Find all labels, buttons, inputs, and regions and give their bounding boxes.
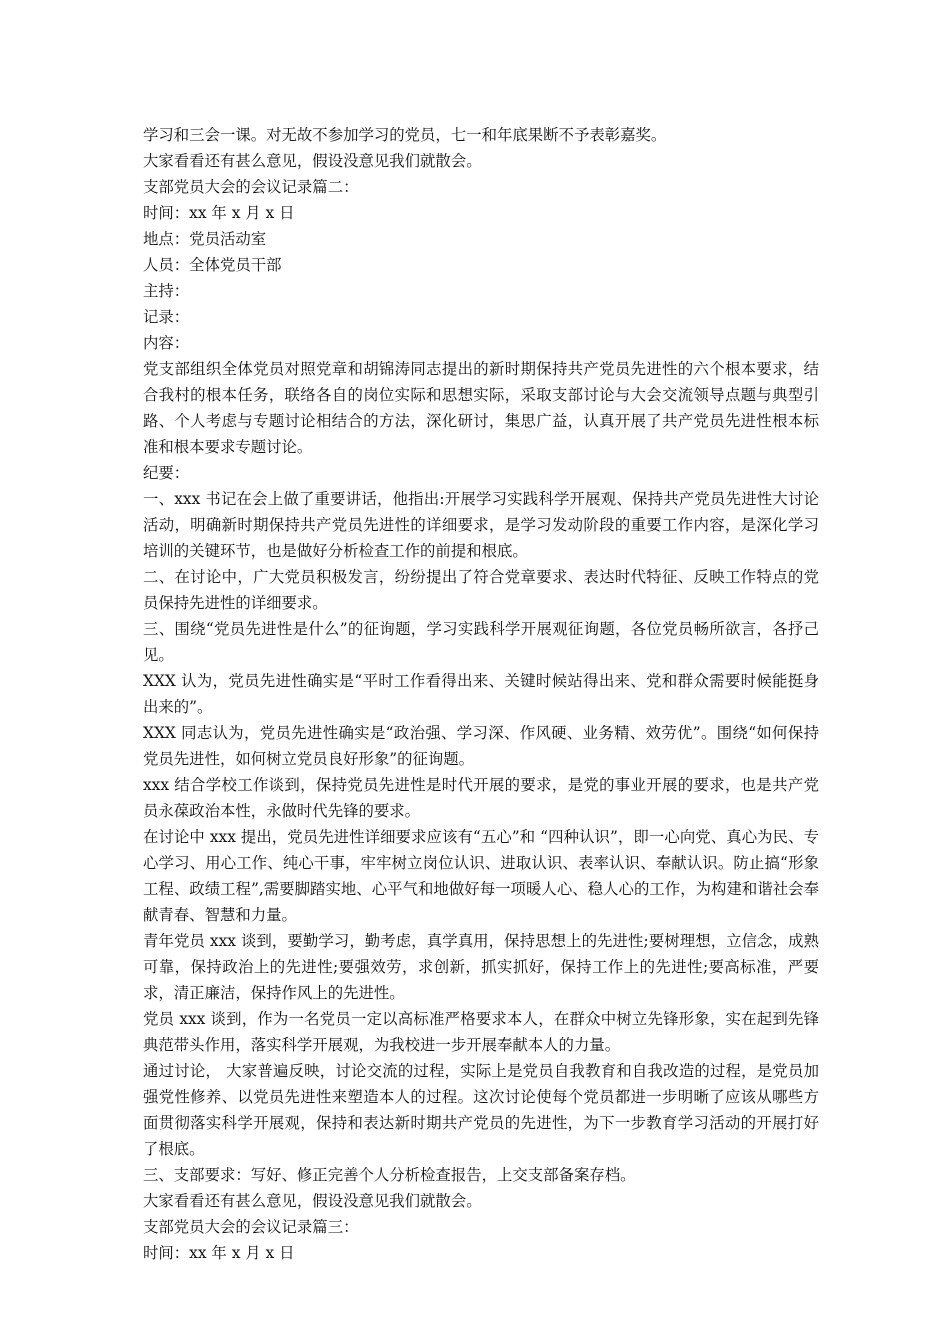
meeting-location: 地点：党员活动室 (143, 230, 267, 248)
paragraph: 一、xxx 书记在会上做了重要讲话，他指出:开展学习实践科学开展观、保持共产党员先进性大讨论活动，明确新时期保持共产党员先进性的详细要求，是学习发动阶段的重要工作内容，是深化学习培训的关键环节，也是做好分析检查工作的前提和根底。 (143, 490, 819, 560)
paragraph: 三、围绕“党员先进性是什么”的征询题，学习实践科学开展观征询题，各位党员畅所欲言，各抒己见。 (143, 620, 819, 664)
paragraph: 学习和三会一课。对无故不参加学习的党员，七一和年底果断不予表彰嘉奖。 (143, 126, 667, 144)
document-body (143, 122, 819, 1266)
paragraph: XXX 认为，党员先进性确实是“平时工作看得出来、关键时候站得出来、党和群众需要时候能挺身出来的”。 (143, 672, 819, 716)
paragraph: 党支部组织全体党员对照党章和胡锦涛同志提出的新时期保持共产党员先进性的六个根本要求，结合我村的根本任务，联络各自的岗位实际和思想实际，采取支部讨论与大会交流领导点题与典型引路、个人考虑与专题讨论相结合的方法，深化研讨，集思广益，认真开展了共产党员先进性根本标准和根本要求专题讨论。 (143, 360, 819, 456)
meeting-time: 时间：xx 年 x 月 x 日 (143, 1244, 295, 1262)
meeting-recorder: 记录： (143, 308, 190, 326)
section-heading: 支部党员大会的会议记录篇二： (143, 178, 359, 196)
meeting-time: 时间：xx 年 x 月 x 日 (143, 204, 295, 222)
paragraph: 青年党员 xxx 谈到，要勤学习，勤考虑，真学真用，保持思想上的先进性;要树理想，立信念，成熟可靠，保持政治上的先进性;要强效劳，求创新，抓实抓好，保持工作上的先进性;要高标准，严要求，清正廉洁，保持作风上的先进性。 (143, 932, 819, 1002)
paragraph: 党员 xxx 谈到，作为一名党员一定以高标准严格要求本人，在群众中树立先锋形象，实在起到先锋典范带头作用，落实科学开展观，为我校进一步开展奉献本人的力量。 (143, 1010, 819, 1054)
content-label: 内容： (143, 334, 190, 352)
paragraph: 大家看看还有甚么意见，假设没意见我们就散会。 (143, 152, 482, 170)
paragraph: 三、支部要求：写好、修正完善个人分析检查报告，上交支部备案存档。 (143, 1166, 636, 1184)
meeting-attendees: 人员：全体党员干部 (143, 256, 282, 274)
minutes-label: 纪要： (143, 464, 190, 482)
paragraph: XXX 同志认为，党员先进性确实是“政治强、学习深、作风硬、业务精、效劳优”。围绕“如何保持党员先进性，如何树立党员良好形象”的征询题。 (143, 724, 819, 768)
paragraph: 在讨论中 xxx 提出，党员先进性详细要求应该有“五心”和 “四种认识”，即一心向党、真心为民、专心学习、用心工作、纯心干事，牢牢树立岗位认识、进取认识、表率认识、奉献认识。防止搞“形象工程、政绩工程”,需要脚踏实地、心平气和地做好每一项暖人心、稳人心的工作，为构建和谐社会奉献青春、智慧和力量。 (143, 828, 819, 924)
paragraph: xxx 结合学校工作谈到，保持党员先进性是时代开展的要求，是党的事业开展的要求，也是共产党员永葆政治本性，永做时代先锋的要求。 (143, 776, 819, 820)
paragraph: 通过讨论， 大家普遍反映，讨论交流的过程，实际上是党员自我教育和自我改造的过程，是党员加强党性修养、以党员先进性来塑造本人的过程。这次讨论使每个党员都进一步明晰了应该从哪些方面贯彻落实科学开展观，保持和表达新时期共产党员的先进性，为下一步教育学习活动的开展打好了根底。 (143, 1062, 819, 1158)
paragraph: 二、在讨论中，广大党员积极发言，纷纷提出了符合党章要求、表达时代特征、反映工作特点的党员保持先进性的详细要求。 (143, 568, 819, 612)
paragraph: 大家看看还有甚么意见，假设没意见我们就散会。 (143, 1192, 482, 1210)
section-heading: 支部党员大会的会议记录篇三： (143, 1218, 359, 1236)
meeting-host: 主持： (143, 282, 190, 300)
